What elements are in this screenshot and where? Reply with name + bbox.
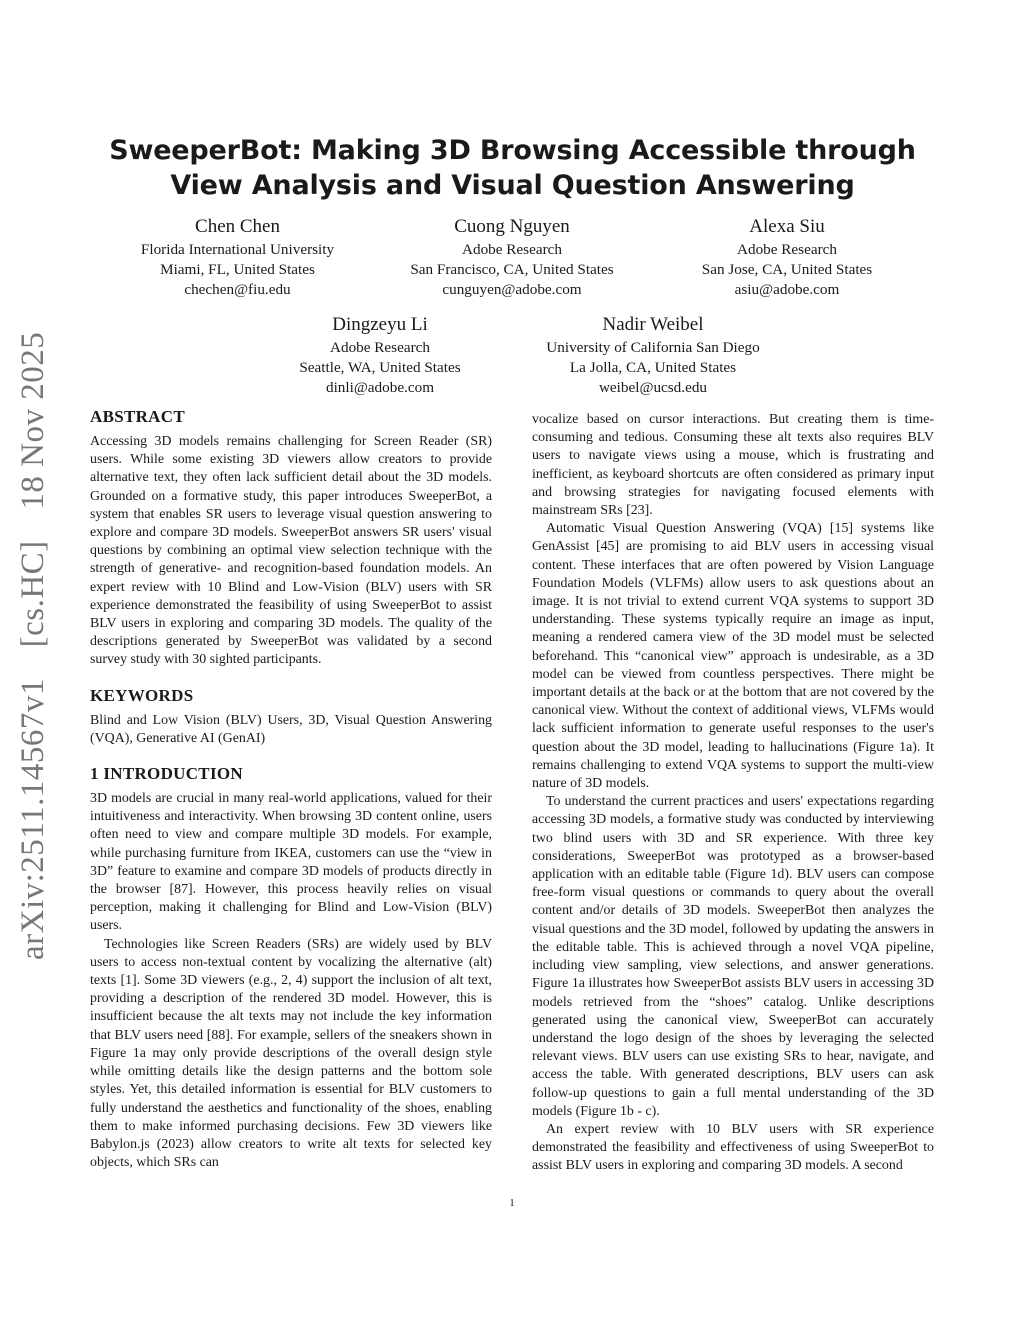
author-nadir-weibel	[518, 314, 788, 398]
author-location: San Francisco, CA, United States	[410, 261, 614, 278]
author-email[interactable]: asiu@adobe.com	[734, 281, 840, 298]
author-location: San Jose, CA, United States	[701, 261, 873, 278]
author-affiliation: Adobe Research	[462, 241, 562, 258]
paper-title: SweeperBot: Making 3D Browsing Accessible through View Analysis and Visual Question Answering	[109, 135, 916, 201]
right-column	[532, 411, 934, 1176]
left-column	[90, 407, 492, 1172]
arxiv-category: [cs.HC]	[15, 540, 51, 648]
author-dingzeyu-li	[265, 314, 495, 398]
author-name: Nadir Weibel	[602, 314, 704, 335]
introduction-heading: 1 INTRODUCTION	[90, 764, 243, 784]
author-alexa-siu	[672, 216, 902, 300]
arxiv-stamp	[15, 331, 52, 960]
arxiv-id[interactable]: arXiv:2511.14567v1	[15, 678, 51, 960]
author-name: Alexa Siu	[749, 216, 825, 237]
author-email[interactable]: chechen@fiu.edu	[184, 281, 291, 298]
keywords-heading: KEYWORDS	[90, 685, 194, 705]
abstract-text: Accessing 3D models remains challenging for Screen Reader (SR) users. While some existing 3D viewers allow creators to provide alternative text, they often lack sufficient detail about the 3D models. Grounded on a formative study, this paper introduces SweeperBot, a system that enables SR users to leverage visual question answering to explore and compare 3D models. SweeperBot answers SR users' visual questions by combining an optimal view selection technique with the strength of generative- and recognition-based foundation models. An expert review with 10 Blind and Low-Vision (BLV) users with SR experience demonstrated the feasibility of using SweeperBot to assist BLV users in exploring and comparing 3D models. The quality of the descriptions generated by SweeperBot was validated by a second survey study with 30 sighted participants.	[90, 434, 492, 668]
author-email[interactable]: cunguyen@adobe.com	[442, 281, 582, 298]
author-cuong-nguyen	[382, 216, 642, 300]
keywords-text: Blind and Low Vision (BLV) Users, 3D, Visual Question Answering (VQA), Generative AI (GenAI)	[90, 712, 492, 746]
author-email[interactable]: weibel@ucsd.edu	[598, 379, 708, 396]
author-location: La Jolla, CA, United States	[569, 359, 737, 376]
intro-paragraph-2: Technologies like Screen Readers (SRs) are widely used by BLV users to access non-textual content by vocalizing the alternative (alt) texts [1]. Some 3D viewers (e.g., 2, 4) support the inclusion of alt text, providing a description of the rendered 3D model. However, this is insufficient because the alt texts may not include the key information that BLV users need [88]. For example, sellers of the sneakers shown in Figure 1a may only provide descriptions of the overall design style while omitting details like the design patterns and the bottom sole styles. Yet, this detailed information is essential for BLV customers to fully understand the aesthetics and functionality of the shoes, enabling them to make informed purchasing decisions. Few 3D viewers like Babylon.js (2023) allow creators to write alt texts for selected key objects, which SRs can	[90, 936, 492, 1171]
intro-paragraph-1: 3D models are crucial in many real-world applications, valued for their intuitiveness and interactivity. When browsing 3D content online, users often need to view and compare multiple 3D models. For example, while purchasing furniture from IKEA, customers can use the “view in 3D” feature to examine and compare 3D models of products directly in the browser [87]. However, this process heavily relies on visual perception, making it challenging for Blind and Low-Vision (BLV) users.	[90, 791, 492, 934]
author-email[interactable]: dinli@adobe.com	[325, 379, 435, 396]
author-location: Miami, FL, United States	[160, 261, 315, 278]
page-number: 1	[509, 1197, 515, 1209]
author-affiliation: Florida International University	[140, 241, 335, 258]
right-paragraph-3: To understand the current practices and users' expectations regarding accessing 3D models, a formative study was conducted by interviewing two blind users with 3D and SR experience. With three key considerations, SweeperBot was prototyped as a browser-based application with an editable table (Figure 1d). BLV users can compose free-form visual questions or commands to query about the overall content and/or details of 3D models. SweeperBot then analyzes the visual questions and the 3D model, followed by updating the answers in the editable table. This is achieved through a novel VQA pipeline, including view sampling, view selections, and answer generations. Figure 1a illustrates how SweeperBot assists BLV users in accessing 3D models retrieved from the “shoes” catalog. Unlike descriptions generated using the canonical view, SweeperBot can accurately understand the logo design of the shoes by leveraging the selected relevant views. BLV users can use existing SRs to hear, navigate, and access the table. With generated descriptions, BLV users can ask follow-up questions to gain a full mental understanding of the 3D models (Figure 1b - c).	[532, 794, 934, 1119]
author-chen-chen	[105, 216, 370, 300]
author-name: Cuong Nguyen	[454, 216, 570, 237]
right-paragraph-2: Automatic Visual Question Answering (VQA) [15] systems like GenAssist [45] are promising to aid BLV users in accessing visual content. These interfaces that are often powered by Vision Language Foundation Models (VLFMs) allow users to ask questions about an image. It is not trivial to extend current VQA systems to support 3D understanding. These systems typically require an image as input, meaning a rendered camera view of the 3D model must be selected beforehand. This “canonical view” approach is undesirable, as a 3D model can be viewed from countless perspectives. There might be important details at the back or at the bottom that are not covered by the canonical view. Without the context of additional views, VLFMs would lack sufficient information to generate useful responses to the user's question about the 3D model, leading to hallucinations (Figure 1a). It remains challenging to extend VQA systems to support the multi-view nature of 3D models.	[532, 521, 934, 792]
author-name: Dingzeyu Li	[332, 314, 428, 335]
right-paragraph-4: An expert review with 10 BLV users with SR experience demonstrated the feasibility and effectiveness of using SweeperBot to assist BLV users in exploring and comparing 3D models. A second	[532, 1121, 934, 1174]
arxiv-date: 18 Nov 2025	[15, 331, 51, 510]
author-name: Chen Chen	[195, 216, 280, 237]
abstract-heading: ABSTRACT	[90, 407, 185, 426]
right-paragraph-1: vocalize based on cursor interactions. But creating them is time-consuming and tedious. Consuming these alt texts also requires BLV users to navigate views using a mouse, which is frustrating and inefficient, as keyboard shortcuts are often considered as primary input and browsing strategies for navigating focused elements with mainstream SRs [23].	[532, 412, 934, 519]
author-affiliation: University of California San Diego	[546, 339, 760, 356]
author-location: Seattle, WA, United States	[299, 359, 461, 376]
author-affiliation: Adobe Research	[737, 241, 837, 258]
author-affiliation: Adobe Research	[330, 339, 430, 356]
